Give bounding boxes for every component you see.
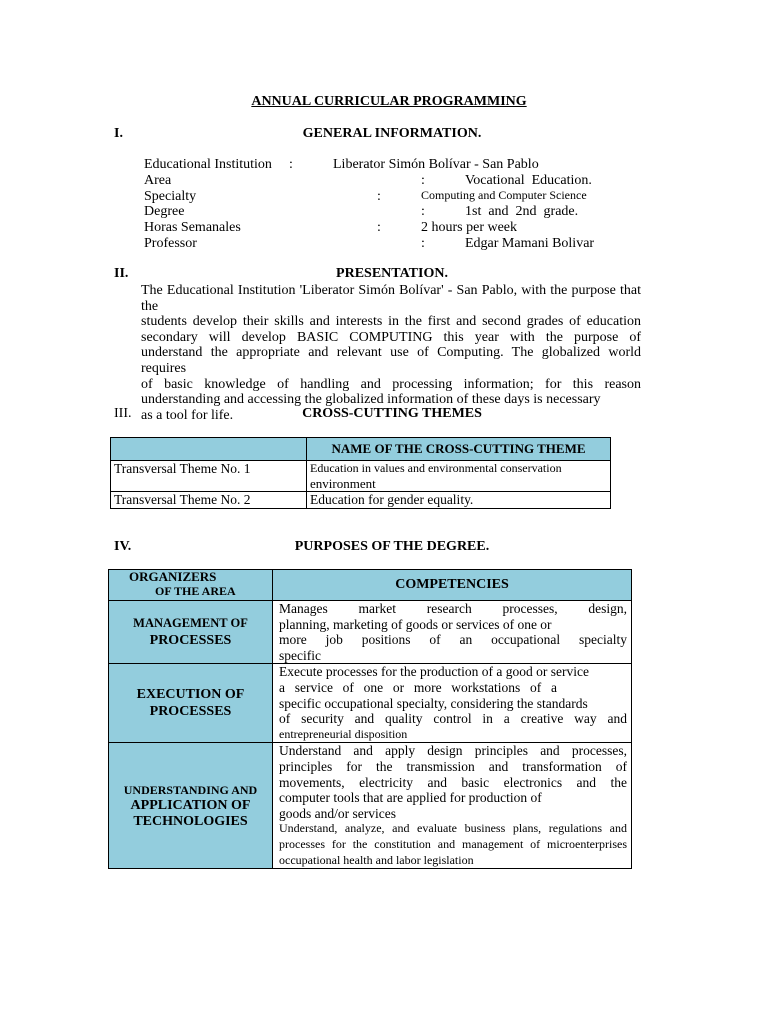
organizer-line: EXECUTION OF — [136, 687, 245, 703]
info-separator: : — [377, 189, 381, 204]
info-label: Professor — [144, 236, 197, 251]
table-header-row — [109, 570, 632, 601]
info-label: Degree — [144, 204, 185, 219]
info-value: Vocational Education. — [465, 173, 592, 188]
competency-line: processes for the constitution and management of microenterprises — [279, 836, 627, 851]
organizer-line: APPLICATION OF — [130, 797, 251, 813]
organizer-cell — [109, 743, 273, 869]
competency-cell — [273, 601, 632, 664]
organizer-line: MANAGEMENT OF — [133, 616, 248, 631]
section-number: III. — [114, 406, 132, 421]
paragraph-line: of basic knowledge of handling and processing information; for this reason — [141, 376, 641, 392]
organizer-line: UNDERSTANDING AND — [123, 782, 258, 797]
table-row — [109, 664, 632, 743]
info-separator: : — [421, 173, 425, 188]
info-separator: : — [421, 204, 425, 219]
theme-label: Transversal Theme No. 2 — [111, 492, 307, 509]
header-empty-cell — [111, 438, 307, 461]
organizer-line: PROCESSES — [149, 633, 232, 649]
organizer-cell — [109, 664, 273, 743]
info-value: Edgar Mamani Bolivar — [465, 236, 595, 251]
competency-line: Manages market research processes, design, — [279, 601, 627, 616]
section-title: PRESENTATION. — [336, 266, 448, 281]
organizer-cell — [109, 601, 273, 664]
theme-name-line: environment — [310, 476, 376, 491]
competency-line: computer tools that are applied for production of — [279, 790, 542, 806]
organizers-header — [109, 570, 273, 601]
paragraph-line: as a tool for life. — [141, 407, 234, 423]
paragraph-line: students develop their skills and interests in the first and second grades of education — [141, 314, 641, 330]
paragraph-line: secondary will develop BASIC COMPUTING this year with the purpose of — [141, 329, 641, 345]
table-row — [109, 601, 632, 664]
competency-line: more job positions of an occupational specialty — [279, 632, 627, 648]
competency-line: specific — [279, 647, 321, 663]
competency-line: movements, electricity and basic electronics and the — [279, 774, 627, 790]
info-label: Horas Semanales — [144, 220, 241, 235]
info-label: Educational Institution — [144, 157, 272, 172]
paragraph-line: understand the appropriate and relevant use of Computing. The globalized world requires — [141, 345, 641, 376]
section-number: I. — [114, 126, 123, 141]
competency-line: occupational health and labor legislation — [279, 852, 474, 867]
purposes-table — [108, 569, 632, 869]
paragraph-line: understanding and accessing the globalized information of these days is necessary — [141, 392, 601, 408]
cross-cutting-themes-table — [110, 437, 611, 509]
document-title: ANNUAL CURRICULAR PROGRAMMING — [251, 94, 527, 109]
competency-line: Understand and apply design principles and processes, — [279, 743, 627, 759]
paragraph-line: The Educational Institution 'Liberator Simón Bolívar' - San Pablo, with the purpose that the — [141, 283, 641, 314]
section-title: PURPOSES OF THE DEGREE. — [294, 539, 490, 554]
competencies-header: COMPETENCIES — [273, 570, 632, 601]
info-separator: : — [289, 157, 293, 172]
competency-line: a service of one or more workstations of a — [279, 679, 557, 695]
presentation-paragraph — [141, 283, 641, 423]
table-row — [111, 492, 611, 509]
theme-name — [307, 461, 611, 492]
section-title: CROSS-CUTTING THEMES — [302, 406, 482, 421]
competency-line: specific occupational specialty, considering the standards — [279, 695, 588, 711]
competency-line: Understand, analyze, and evaluate business plans, regulations and — [279, 821, 627, 836]
table-row — [109, 743, 632, 869]
competency-line: planning, marketing of goods or services of one or — [279, 616, 552, 632]
competency-line: of security and quality control in a creative way and — [279, 711, 627, 727]
competency-cell — [273, 743, 632, 869]
competency-line: entrepreneurial disposition — [279, 726, 408, 741]
section-number: IV. — [114, 539, 132, 554]
theme-name: Education for gender equality. — [307, 492, 611, 509]
header-line: ORGANIZERS — [129, 569, 217, 584]
competency-line: principles for the transmission and transformation of — [279, 758, 627, 774]
section-number: II. — [114, 266, 129, 281]
info-value: Computing and Computer Science — [421, 188, 587, 202]
header-line: OF THE AREA — [155, 584, 236, 598]
info-value: 2 hours per week — [421, 220, 518, 235]
organizer-line: TECHNOLOGIES — [133, 813, 248, 829]
competency-line: Execute processes for the production of a good or service — [279, 664, 590, 680]
table-header-row — [111, 438, 611, 461]
info-separator: : — [421, 236, 425, 251]
theme-name-line: Education in values and environmental conservation — [310, 461, 562, 475]
theme-name-header: NAME OF THE CROSS-CUTTING THEME — [307, 438, 611, 461]
info-label: Area — [144, 173, 172, 188]
info-value: Liberator Simón Bolívar - San Pablo — [333, 157, 539, 172]
info-value: 1st and 2nd grade. — [465, 204, 579, 219]
section-title: GENERAL INFORMATION. — [302, 126, 482, 141]
organizer-line: PROCESSES — [149, 704, 232, 720]
competency-line: goods and/or services — [279, 805, 396, 821]
info-separator: : — [377, 220, 381, 235]
table-row — [111, 461, 611, 492]
info-label: Specialty — [144, 189, 197, 204]
competency-cell — [273, 664, 632, 743]
theme-label: Transversal Theme No. 1 — [111, 461, 307, 492]
